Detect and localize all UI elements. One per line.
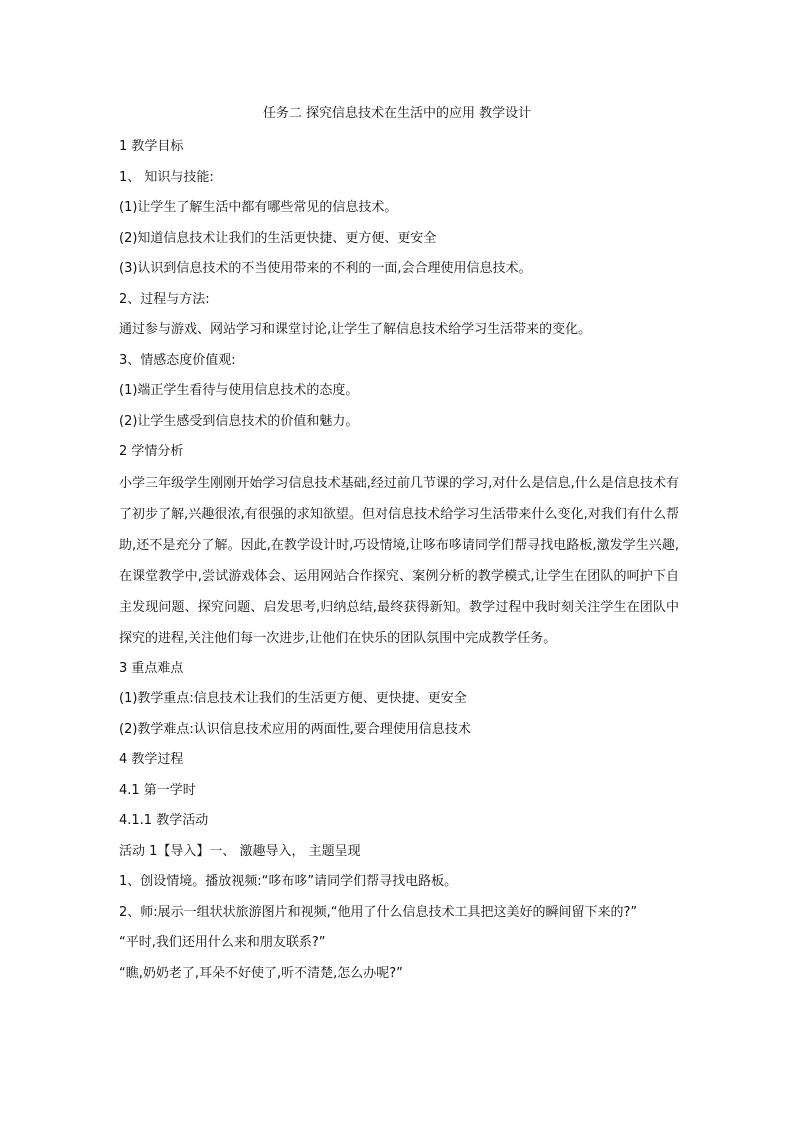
subheading-knowledge-skills: 1、 知识与技能: [119, 169, 214, 185]
objective-item: (2)知道信息技术让我们的生活更快捷、更方便、更安全 [119, 230, 437, 246]
heading-teaching-process: 4 教学过程 [119, 752, 184, 767]
activity-1-title: 活动 1【导入】一、 激趣导入， 主题呈现 [119, 843, 361, 859]
document-body [119, 132, 679, 989]
heading-teaching-objectives: 1 教学目标 [119, 139, 184, 154]
activity-quote: “瞧,奶奶老了,耳朵不好使了,听不清楚,怎么办呢?” [119, 965, 403, 981]
emotion-item: (2)让学生感受到信息技术的价值和魅力。 [119, 413, 359, 429]
objective-item: (3)认识到信息技术的不当使用带来的不利的一面,会合理使用信息技术。 [119, 261, 532, 276]
objective-item: (1)让学生了解生活中都有哪些常见的信息技术。 [119, 200, 398, 215]
student-analysis-paragraph: 小学三年级学生刚刚开始学习信息技术基础,经过前几节课的学习,对什么是信息,什么是信息技术有了初步了解,兴趣很浓,有很强的求知欲望。但对信息技术给学习生活带来什么变化,对我们有什么帮助,还不是充分了解。因此,在教学设计时,巧设情境,让哆布哆请同学们帮寻找电路板,激发学生兴趣,在课堂教学中,尝试游戏体会、运用网站合作探究、案例分析的教学模式,让学生在团队的呵护下自主发现问题、探究问题、启发思考,归纳总结,最终获得新知。教学过程中我时刻关注学生在团队中探究的进程,关注他们每一次进步,让他们在快乐的团队氛围中完成教学任务。 [119, 475, 679, 646]
subheading-process-methods: 2、过程与方法: [119, 291, 210, 307]
subheading-teaching-activity: 4.1.1 教学活动 [119, 813, 209, 828]
emotion-item: (1)端正学生看待与使用信息技术的态度。 [119, 383, 359, 398]
heading-student-analysis: 2 学情分析 [119, 444, 184, 459]
activity-quote: “平时,我们还用什么来和朋友联系?” [119, 935, 326, 950]
subheading-first-period: 4.1 第一学时 [119, 782, 196, 798]
activity-step: 2、师:展示一组状状旅游图片和视频,“他用了什么信息技术工具把这美好的瞬间留下来的?” [119, 904, 638, 920]
objectives-section [119, 132, 679, 468]
activity-step: 1、创设情境。播放视频:“哆布哆”请同学们帮寻找电路板。 [119, 874, 458, 889]
key-points-and-process-section [119, 654, 679, 990]
document-title: 任务二 探究信息技术在生活中的应用 教学设计 [262, 106, 532, 121]
subheading-emotion-values: 3、情感态度价值观: [119, 352, 236, 368]
key-point-item: (1)教学重点:信息技术让我们的生活更方便、更快捷、更安全 [119, 691, 467, 706]
heading-key-difficulties: 3 重点难点 [119, 660, 184, 676]
process-text: 通过参与游戏、网站学习和课堂讨论,让学生了解信息技术给学习生活带来的变化。 [119, 322, 592, 337]
difficulty-item: (2)教学难点:认识信息技术应用的两面性,要合理使用信息技术 [119, 721, 471, 737]
